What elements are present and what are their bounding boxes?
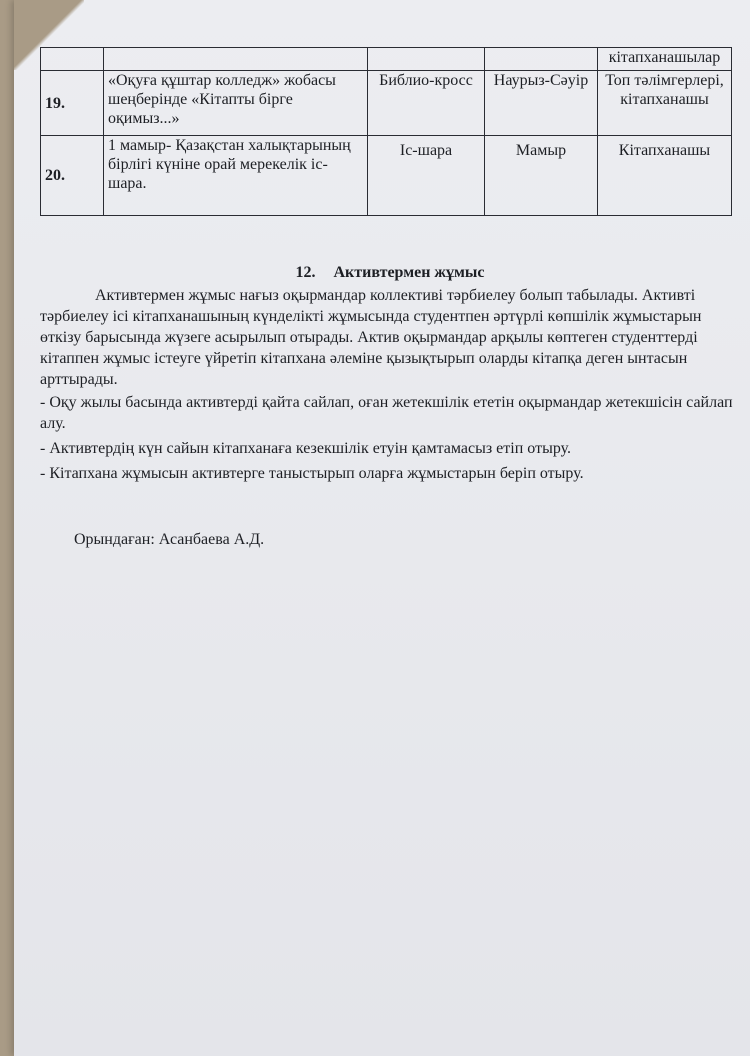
events-table	[40, 47, 732, 216]
responsible-continuation-cell: кітапханашылар	[598, 48, 732, 71]
table-row	[41, 136, 732, 216]
event-date-cell: Мамыр	[485, 136, 598, 216]
section-number: 12.	[295, 264, 316, 281]
section-paragraph: Активтермен жұмыс нағыз оқырмандар коллективі тәрбиелеу болып табылады. Активті тәрбиелеу ісі кітапханашының күнделікті жұмысында студентпен әртүрлі көпшілік жұмыстарын өткізу барысында жүзеге асырылып отырады. Актив оқырмандар арқылы көптеген студенттерді кітаппен жұмыс істеуге үйретіп кітапхана әлеміне қызықтырып оларды кітапқа деген ынтасын арттырады.	[40, 287, 702, 388]
table-row	[41, 48, 732, 71]
row-number: 19.	[41, 71, 104, 136]
activists-section	[40, 262, 740, 488]
table-row	[41, 71, 732, 136]
event-name-cell: 1 мамыр- Қазақстан халықтарының бірлігі күніне орай мерекелік іс-шара.	[104, 136, 368, 216]
event-responsible-cell: Топ тәлімгерлері, кітапханашы	[598, 71, 732, 136]
event-form-cell: Іс-шара	[368, 136, 485, 216]
event-responsible-cell: Кітапханашы	[598, 136, 732, 216]
section-list	[40, 392, 740, 484]
signature-line: Орындаған: Асанбаева А.Д.	[74, 531, 265, 548]
document-page	[14, 0, 750, 1056]
row-number: 20.	[41, 136, 104, 216]
event-name-cell: «Оқуға құштар колледж» жобасы шеңберінде «Кітапты бірге оқимыз...»	[104, 71, 368, 136]
event-date-cell: Наурыз-Сәуір	[485, 71, 598, 136]
event-form-cell: Библио-кросс	[368, 71, 485, 136]
section-heading	[40, 262, 740, 283]
list-item: - Активтердің күн сайын кітапханаға кезекшілік етуін қамтамасыз етіп отыру.	[40, 440, 571, 457]
section-title: Активтермен жұмыс	[333, 264, 485, 281]
list-item: - Кітапхана жұмысын активтерге таныстырып оларға жұмыстарын беріп отыру.	[40, 465, 584, 482]
list-item: - Оқу жылы басында активтерді қайта сайлап, оған жетекшілік ететін оқырмандар жетекшісін сайлап алу.	[40, 394, 733, 432]
